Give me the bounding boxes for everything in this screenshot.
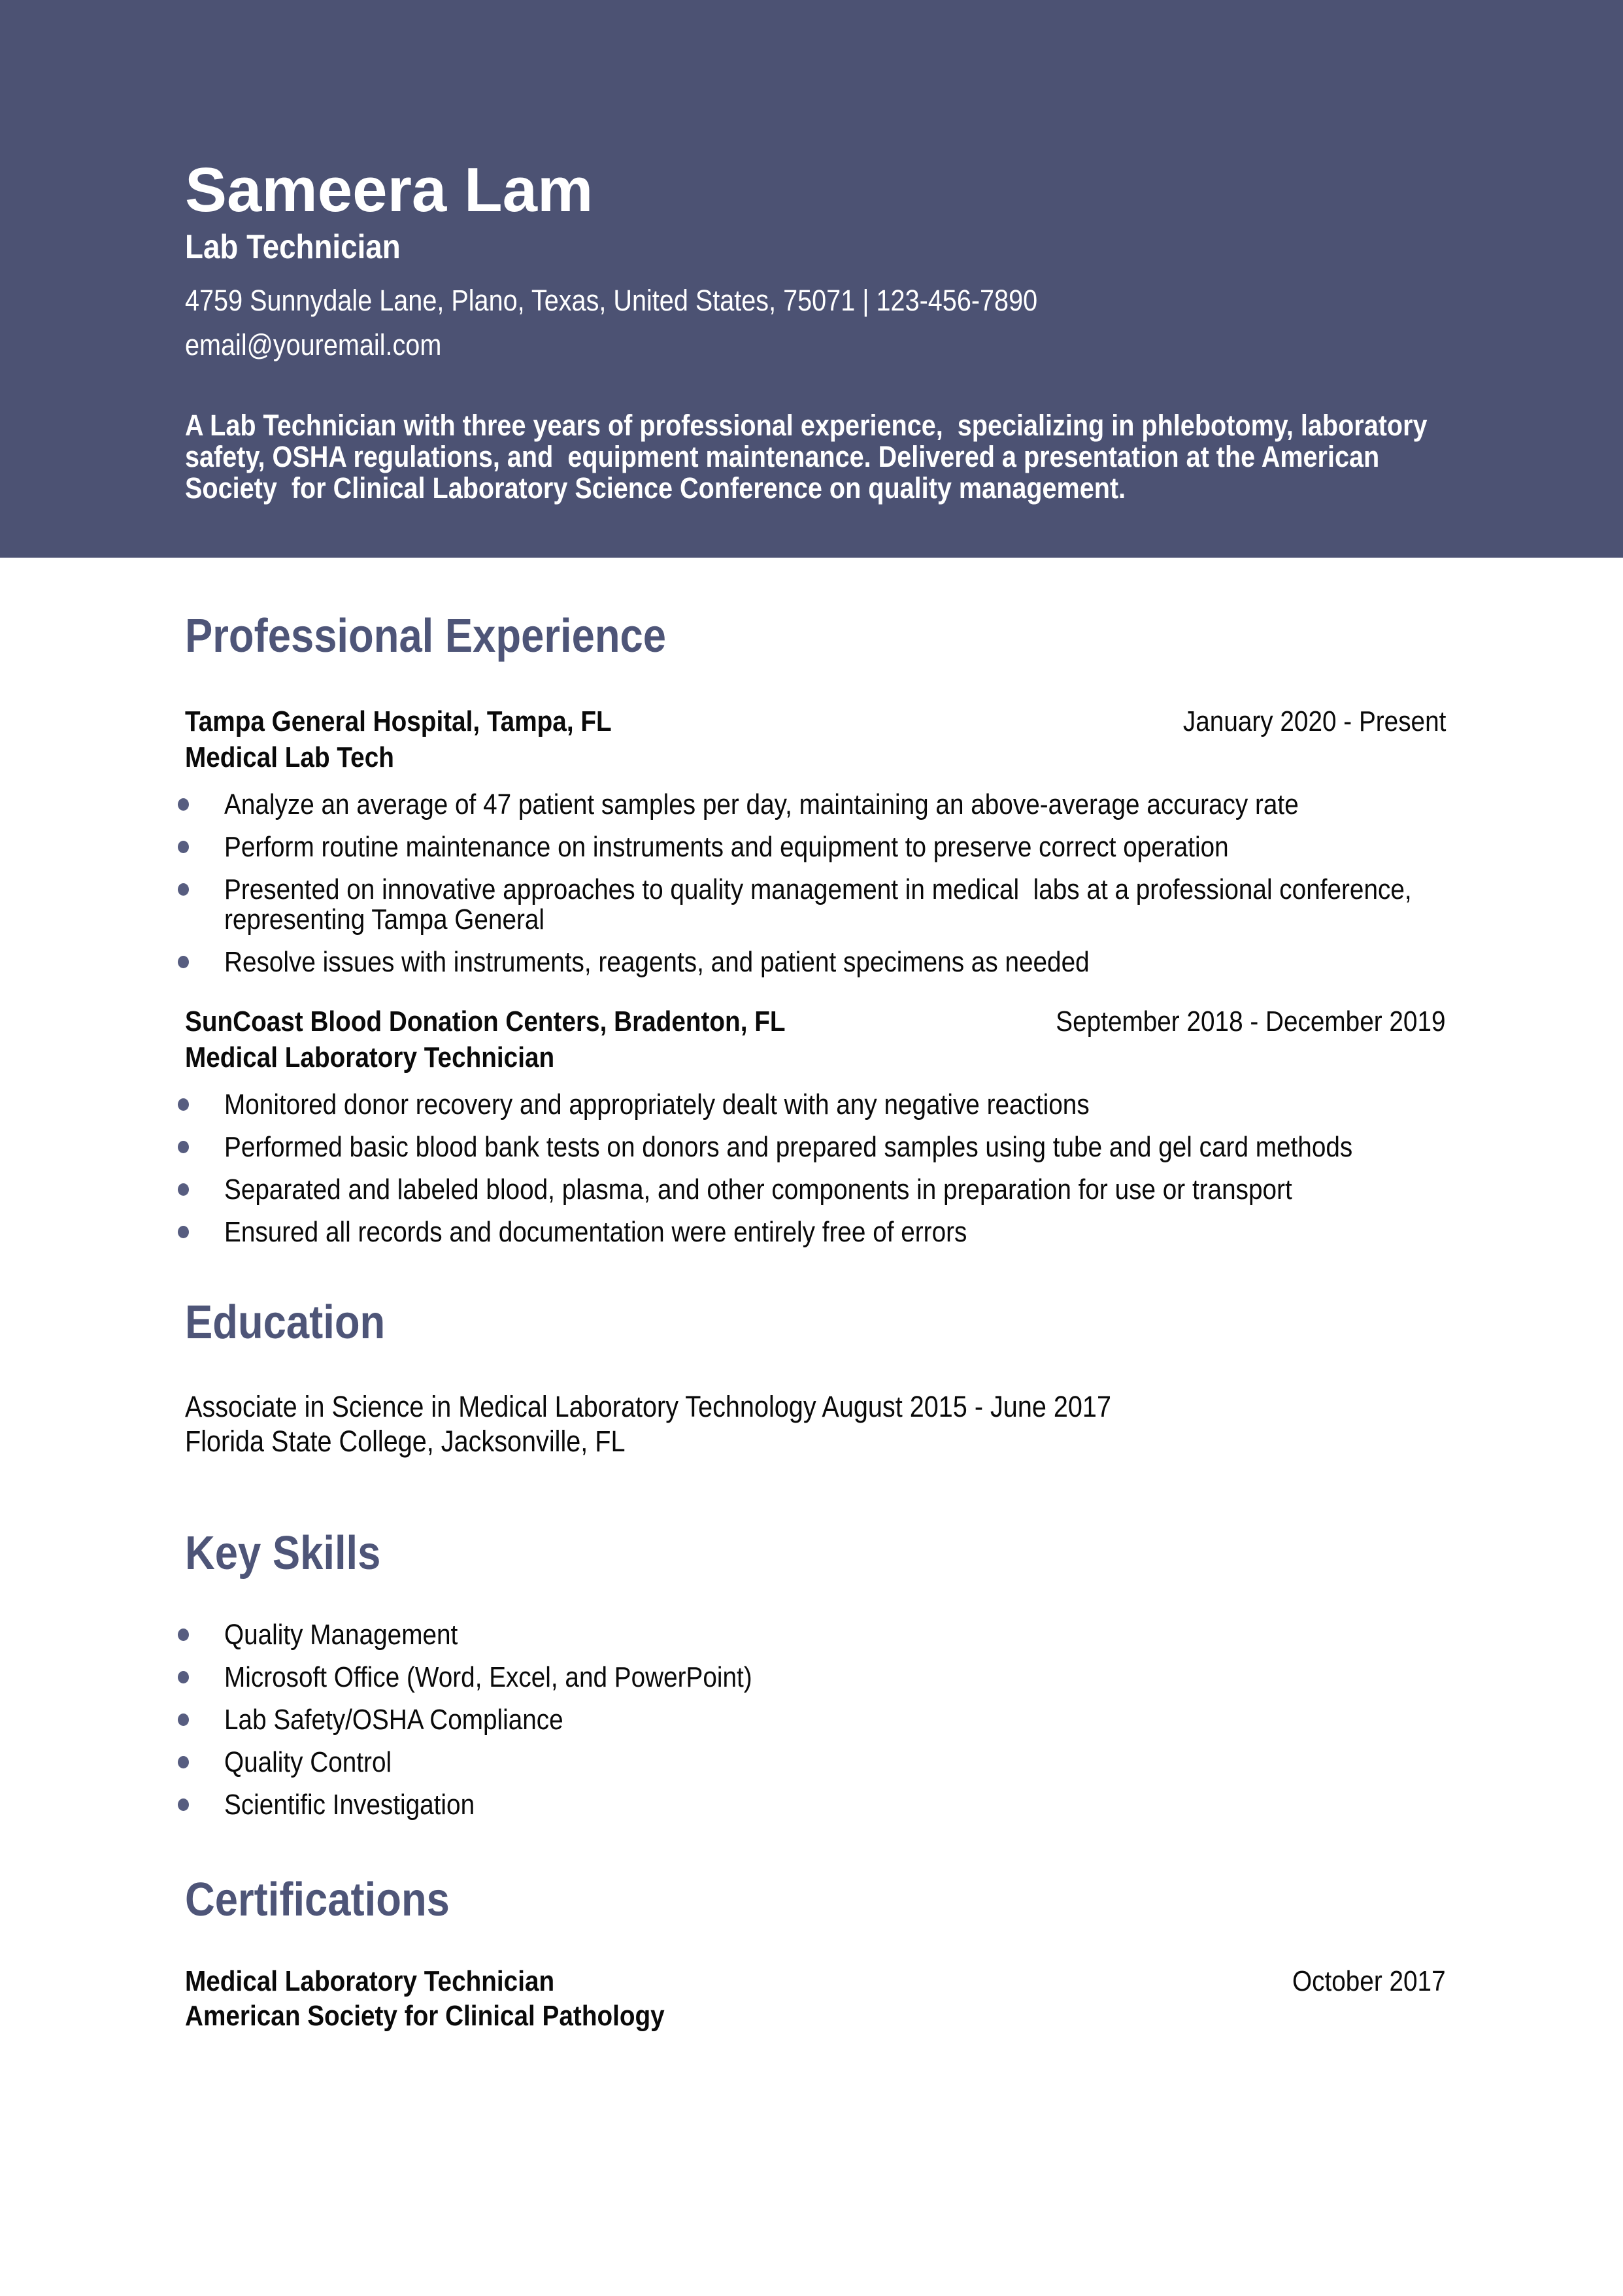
bullet-text (224, 1132, 1613, 1162)
skill-text (224, 1620, 1613, 1650)
job-role (185, 743, 1446, 772)
certification-name (185, 1965, 605, 1997)
job-dates: January 2020 - Present (1182, 705, 1446, 737)
skill-text-inner: Quality Control (224, 1746, 392, 1778)
professional-summary-text: A Lab Technician with three years of professional experience, specializing in phlebotomy, laboratory safety, OSHA regulations, and equipment maintenance. Delivered a presentation at the American Society for Clinical Laboratory Science Conference on quality management. (185, 409, 1435, 505)
list-item (185, 1620, 1446, 1650)
person-name-text: Sameera Lam (185, 155, 594, 225)
bullet-text-inner: Perform routine maintenance on instruments and equipment to preserve correct operation (224, 831, 1229, 863)
job-entry (185, 707, 1446, 977)
email (185, 330, 1446, 360)
skill-text-inner: Lab Safety/OSHA Compliance (224, 1704, 563, 1736)
job-bullet-list (185, 790, 1446, 977)
job-role (185, 1043, 1446, 1072)
list-item (185, 1090, 1446, 1120)
section-heading-key-skills (185, 1527, 1446, 1579)
bullet-icon (178, 883, 189, 896)
person-job-title (185, 230, 1446, 264)
bullet-text (224, 790, 1613, 820)
certification-issuer (185, 2002, 1446, 2031)
bullet-icon (178, 1714, 189, 1726)
certification-entry (185, 1967, 1446, 1996)
list-item (185, 1705, 1446, 1735)
resume-body (0, 610, 1623, 2032)
bullet-icon (178, 956, 189, 968)
list-item (185, 875, 1446, 935)
person-name (185, 155, 1446, 225)
certification-name-text: Medical Laboratory Technician (185, 1965, 555, 1997)
section-heading-education (185, 1296, 1446, 1349)
job-header-row (185, 707, 1446, 736)
bullet-text-inner: Separated and labeled blood, plasma, and other components in preparation for use or transport (224, 1173, 1292, 1206)
certification-issuer-text: American Society for Clinical Pathology (185, 2000, 665, 2032)
experience-section (185, 707, 1446, 1247)
list-item (185, 1175, 1446, 1205)
list-item (185, 790, 1446, 820)
skill-text (224, 1663, 1613, 1693)
education-entry (185, 1389, 1446, 1459)
list-item (185, 947, 1446, 977)
company-name (185, 1005, 867, 1038)
bullet-icon (178, 841, 189, 853)
company-name-text: Tampa General Hospital, Tampa, FL (185, 705, 612, 737)
certification-date: October 2017 (1292, 1965, 1446, 1997)
education-degree-text: Associate in Science in Medical Laboratory Technology August 2015 - June 2017 (185, 1390, 1111, 1423)
list-item (185, 1790, 1446, 1820)
skill-text (224, 1705, 1613, 1735)
bullet-text-inner: Analyze an average of 47 patient samples per day, maintaining an above-average accuracy rate (224, 788, 1299, 820)
job-bullet-list (185, 1090, 1446, 1247)
bullet-icon (178, 1798, 189, 1811)
list-item (185, 832, 1446, 862)
education-school-text: Florida State College, Jacksonville, FL (185, 1425, 626, 1458)
section-heading-experience-text: Professional Experience (185, 610, 667, 662)
job-header-row (185, 1007, 1446, 1036)
skill-text-inner: Scientific Investigation (224, 1789, 475, 1821)
email-text: email@youremail.com (185, 328, 442, 362)
list-item (185, 1747, 1446, 1778)
contact-line (185, 286, 1446, 315)
person-job-title-text: Lab Technician (185, 228, 401, 266)
list-item (185, 1217, 1446, 1247)
skill-text-inner: Quality Management (224, 1619, 458, 1651)
bullet-icon (178, 1756, 189, 1768)
bullet-icon (178, 1098, 189, 1111)
bullet-text (224, 875, 1613, 935)
section-heading-education-text: Education (185, 1296, 386, 1349)
section-heading-certifications-text: Certifications (185, 1874, 450, 1926)
skill-text (224, 1747, 1613, 1778)
skills-list (185, 1620, 1446, 1820)
bullet-icon (178, 1671, 189, 1683)
bullet-icon (178, 1141, 189, 1153)
bullet-text-inner: Performed basic blood bank tests on donors and prepared samples using tube and gel card methods (224, 1131, 1353, 1163)
bullet-text-inner: Presented on innovative approaches to quality management in medical labs at a professional conference, representing Tampa General (224, 873, 1419, 936)
bullet-text-inner: Resolve issues with instruments, reagents, and patient specimens as needed (224, 946, 1090, 978)
education-degree-line (185, 1389, 1446, 1424)
bullet-text (224, 1090, 1613, 1120)
job-role-text: Medical Lab Tech (185, 741, 394, 773)
bullet-icon (178, 1226, 189, 1238)
job-entry (185, 1007, 1446, 1247)
section-heading-experience (185, 610, 1446, 662)
professional-summary (185, 410, 1446, 505)
list-item (185, 1132, 1446, 1162)
company-name-text: SunCoast Blood Donation Centers, Bradenton, FL (185, 1005, 786, 1038)
bullet-icon (178, 1183, 189, 1196)
bullet-text-inner: Ensured all records and documentation were entirely free of errors (224, 1216, 967, 1248)
bullet-text-inner: Monitored donor recovery and appropriately dealt with any negative reactions (224, 1089, 1090, 1121)
education-school-line (185, 1424, 1446, 1459)
contact-line-text: 4759 Sunnydale Lane, Plano, Texas, United States, 75071 | 123-456-7890 (185, 284, 1038, 317)
skill-text (224, 1790, 1613, 1820)
section-heading-certifications (185, 1874, 1446, 1926)
bullet-icon (178, 798, 189, 811)
bullet-text (224, 947, 1613, 977)
bullet-text (224, 832, 1613, 862)
list-item (185, 1663, 1446, 1693)
resume-header (0, 0, 1623, 558)
bullet-icon (178, 1629, 189, 1641)
job-role-text: Medical Laboratory Technician (185, 1041, 555, 1073)
job-dates: September 2018 - December 2019 (1056, 1005, 1446, 1038)
skill-text-inner: Microsoft Office (Word, Excel, and PowerPoint) (224, 1661, 752, 1693)
company-name (185, 705, 670, 737)
bullet-text (224, 1175, 1613, 1205)
section-heading-key-skills-text: Key Skills (185, 1527, 381, 1579)
bullet-text (224, 1217, 1613, 1247)
